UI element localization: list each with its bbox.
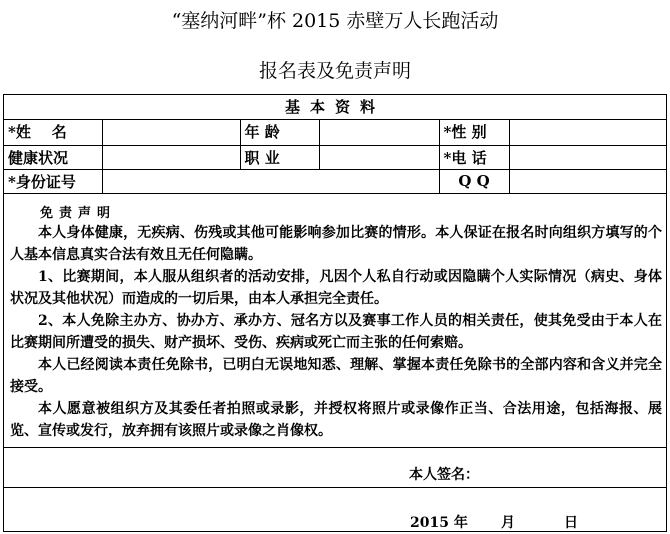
gender-label: *性 别 <box>439 119 509 145</box>
registration-form <box>3 94 667 532</box>
table-row <box>4 119 666 145</box>
age-field[interactable] <box>319 119 439 145</box>
gender-field[interactable] <box>509 119 666 145</box>
id-number-field[interactable] <box>102 169 439 193</box>
job-field[interactable] <box>319 145 439 169</box>
date-day: 日 <box>564 515 578 531</box>
qq-field[interactable] <box>509 169 666 193</box>
waiver-paragraph-1: 1、比赛期间，本人服从组织者的活动安排，凡因个人私自行动或因隐瞒个人实际情况（病史、身体状况及其他状况）而造成的一切后果，由本人承担完全责任。 <box>10 269 662 307</box>
health-label: 健康状况 <box>4 145 102 169</box>
health-field[interactable] <box>102 145 240 169</box>
table-row <box>4 145 666 169</box>
document-title: “塞纳河畔”杯 2015 赤壁万人长跑活动 <box>171 10 499 32</box>
document-subtitle: 报名表及免责声明 <box>258 60 411 82</box>
signature-field[interactable] <box>479 459 629 481</box>
id-number-label: *身份证号 <box>4 169 102 193</box>
name-label: *姓 名 <box>4 119 102 145</box>
divider <box>4 447 666 448</box>
phone-field[interactable] <box>509 145 666 169</box>
basic-info-table <box>4 119 666 194</box>
basic-info-header: 基本资料 <box>4 95 666 120</box>
table-row <box>4 169 666 193</box>
waiver-paragraph-portrait: 本人愿意被组织方及其委任者拍照或录影，并授权将照片或录像作正当、合法用途，包括海报、展览、宣传或发行，放弃拥有该照片或录像之肖像权。 <box>10 401 662 439</box>
age-label: 年 龄 <box>240 119 319 145</box>
signature-label: 本人签名： <box>409 467 479 483</box>
phone-label: *电 话 <box>439 145 509 169</box>
date-month: 月 <box>501 515 515 531</box>
divider <box>4 487 666 488</box>
waiver-heading: 免责声明 <box>40 206 117 221</box>
waiver-paragraph-health: 本人身体健康，无疾病、伤残或其他可能影响参加比赛的情形。本人保证在报名时向组织方填写的个人基本信息真实合法有效且无任何隐瞒。 <box>10 225 662 263</box>
waiver-paragraph-2: 2、本人免除主办方、协办方、承办方、冠名方以及赛事工作人员的相关责任，使其免受由于本人在比赛期间所遭受的损失、财产损坏、受伤、疾病或死亡而主张的任何索赔。 <box>10 313 662 351</box>
job-label: 职 业 <box>240 145 319 169</box>
waiver-paragraph-consent: 本人已经阅读本责任免除书，已明白无误地知悉、理解、掌握本责任免除书的全部内容和含义并完全接受。 <box>10 357 662 395</box>
name-field[interactable] <box>102 119 240 145</box>
qq-label: Q Q <box>439 169 509 193</box>
date-year: 2015 年 <box>410 515 468 531</box>
